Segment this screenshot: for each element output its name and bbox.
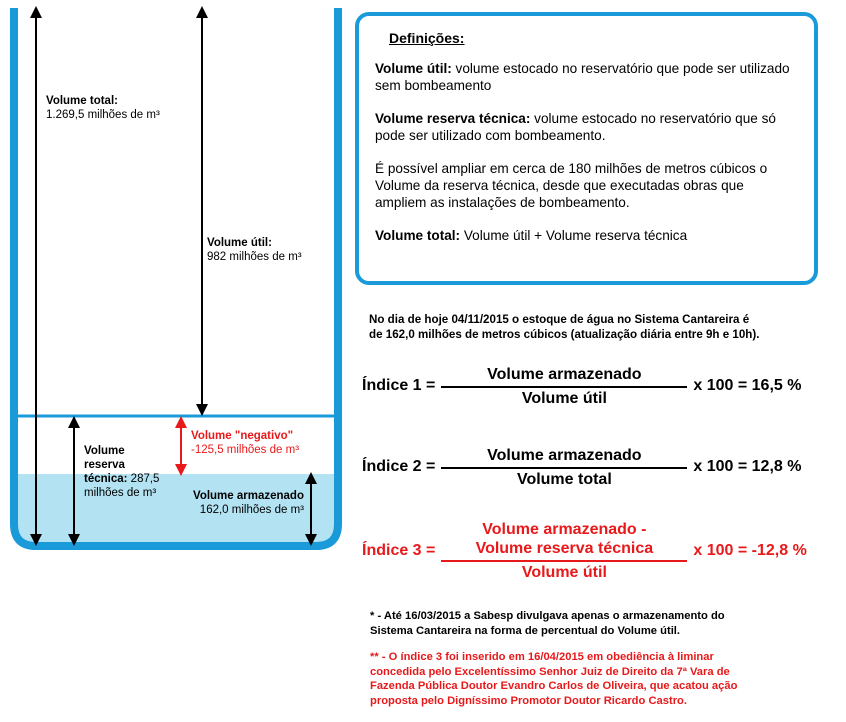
indice-1-numerator: Volume armazenado xyxy=(487,366,642,383)
reservoir-diagram xyxy=(0,0,350,560)
indice-1-result: x 100 = 16,5 % xyxy=(693,377,802,395)
footnote-1: * - Até 16/03/2015 a Sabesp divulgava apenas o armazenamento do Sistema Cantareira na forma de percentual do Volume útil. xyxy=(370,610,725,637)
footnote-2: ** - O índice 3 foi inserido em 16/04/2015 em obediência à liminar concedida pelo Excelentíssimo Senhor Juiz de Direito da 7ª Vara de Fazenda Pública Doutor Evandro Carlos de Oliveira, que acatou ação proposta pelo Digníssimo Promotor Doutor Ricardo Castro. xyxy=(370,651,738,707)
notice-text: No dia de hoje 04/11/2015 o estoque de água no Sistema Cantareira é de 162,0 milhões de metros cúbicos (atualização diária entre 9h e 10h). xyxy=(369,313,760,341)
indice-3-result: x 100 = -12,8 % xyxy=(693,541,807,559)
reserva-tecnica-label: Volume reserva técnica: 287,5 milhões de m³ xyxy=(84,445,160,499)
indice-2-denominator: Volume total xyxy=(516,470,612,488)
indice-1-denominator: Volume útil xyxy=(521,389,607,407)
definition-reserva-tecnica: Volume reserva técnica: volume estocado no reservatório que só pode ser utilizado com bombeamento. xyxy=(375,111,776,143)
volume-armazenado-label: Volume armazenado 162,0 milhões de m³ xyxy=(193,490,304,516)
indice-3-label: Índice 3 = xyxy=(362,541,436,559)
indice-2-numerator: Volume armazenado xyxy=(487,447,642,464)
indice-1-formula xyxy=(362,365,801,408)
indice-3-numerator: Volume armazenado - Volume reserva técnica xyxy=(475,521,654,557)
indice-3-formula xyxy=(362,520,807,582)
definition-volume-util: Volume útil: volume estocado no reservatório que pode ser utilizado sem bombeamento xyxy=(375,61,790,93)
indice-2-label: Índice 2 = xyxy=(362,458,436,476)
indice-1-label: Índice 1 = xyxy=(362,377,436,395)
indice-2-formula xyxy=(362,446,801,489)
reservoir-wall xyxy=(14,8,338,546)
indice-3-denominator: Volume útil xyxy=(521,563,607,581)
volume-util-label: Volume útil: 982 milhões de m³ xyxy=(207,237,302,263)
volume-total-label: Volume total: 1.269,5 milhões de m³ xyxy=(46,95,160,121)
definitions-title: Definições: xyxy=(389,30,465,46)
definition-ampliar: É possível ampliar em cerca de 180 milhões de metros cúbicos o Volume da reserva técnica, desde que executadas obras que ampliem as instalações de bombeamento. xyxy=(375,161,768,210)
indice-2-result: x 100 = 12,8 % xyxy=(693,458,802,476)
volume-negativo-label: Volume "negativo" -125,5 milhões de m³ xyxy=(191,430,300,456)
definition-volume-total: Volume total: Volume útil + Volume reserva técnica xyxy=(375,228,688,243)
definitions-box xyxy=(355,12,818,285)
